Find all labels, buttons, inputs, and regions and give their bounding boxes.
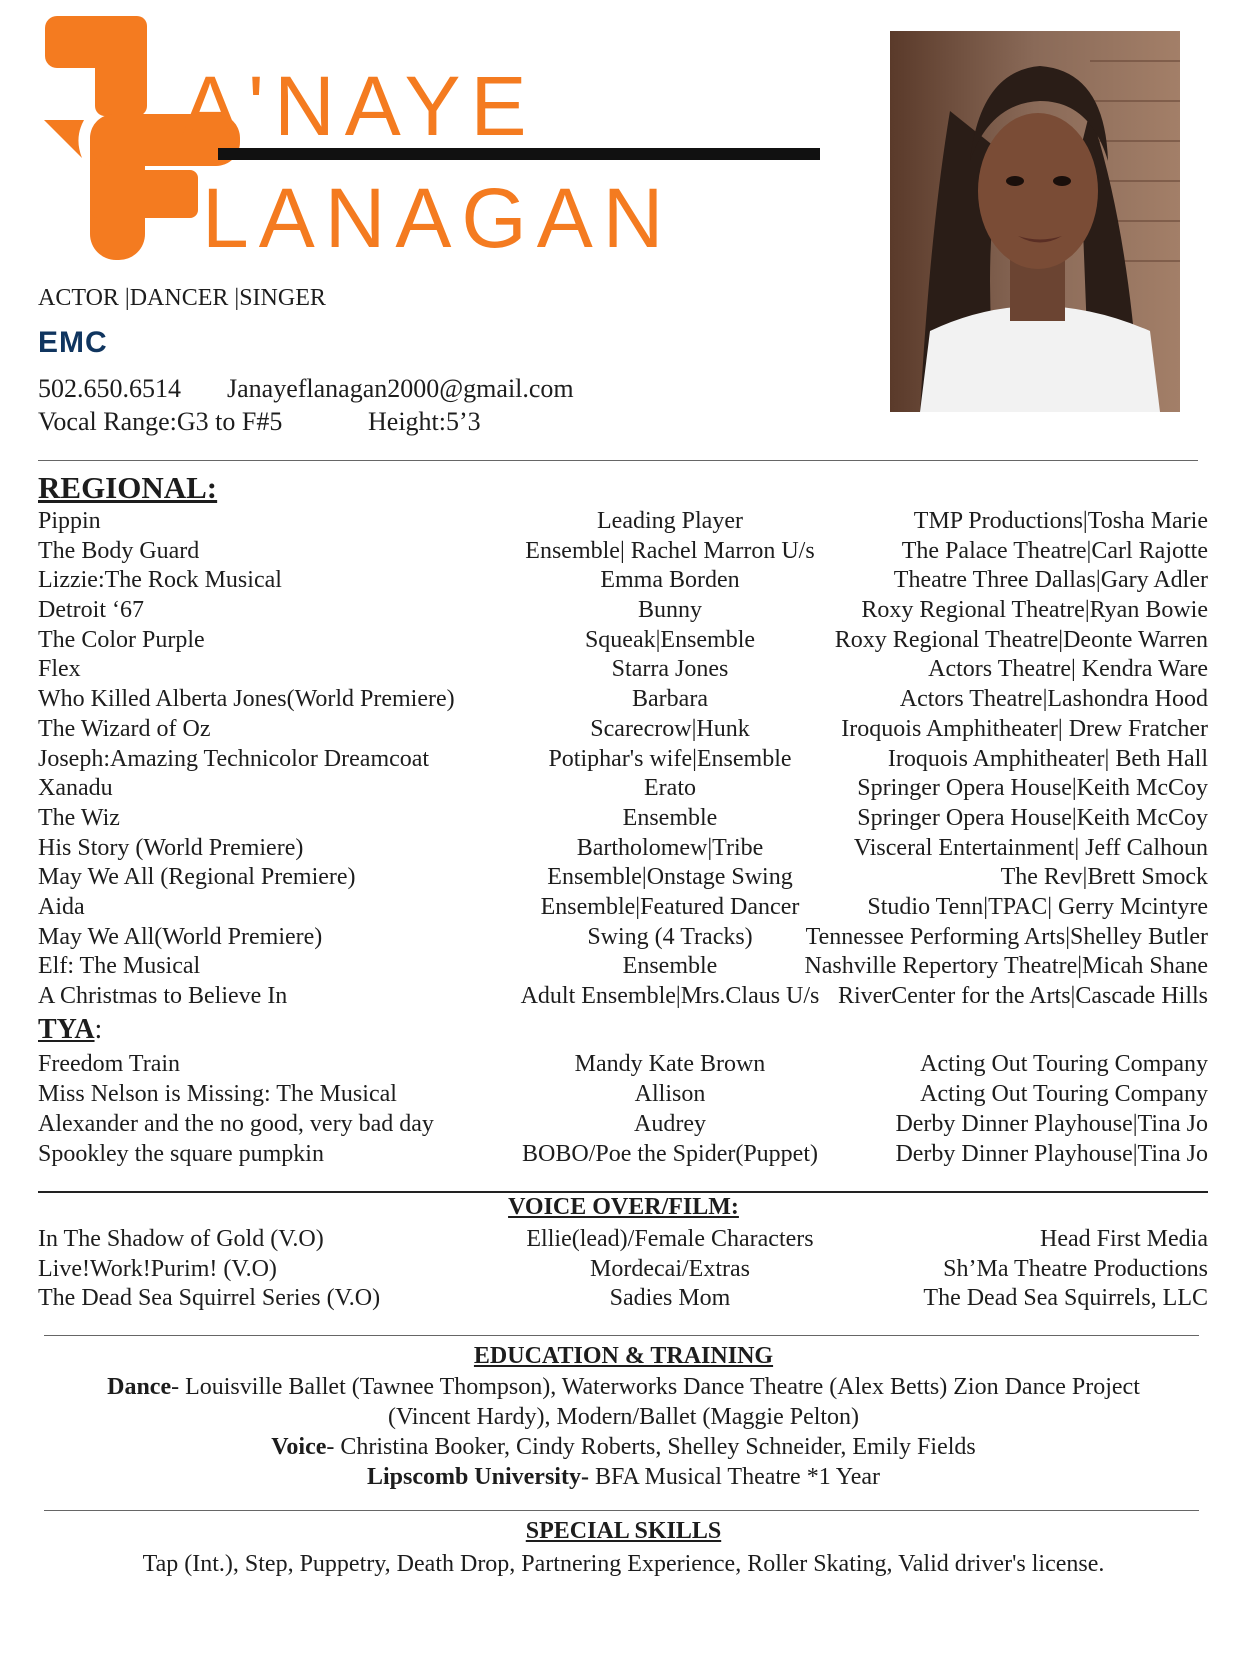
last-name: LANAGAN [202, 171, 674, 265]
credit-row [38, 1111, 1208, 1141]
company: The Dead Sea Squirrels, LLC [923, 1285, 1208, 1311]
voice-over-heading: VOICE OVER/FILM: [508, 1194, 739, 1220]
roles-line: ACTOR |DANCER |SINGER [38, 285, 326, 311]
show-title: A Christmas to Believe In [38, 983, 288, 1009]
voice-label: Voice [271, 1434, 327, 1460]
credit-row [38, 953, 1208, 983]
credit-row [38, 508, 1208, 538]
headshot-photo [890, 31, 1180, 412]
show-title: The Dead Sea Squirrel Series (V.O) [38, 1285, 381, 1311]
phone-number[interactable]: 502.650.6514 [38, 374, 181, 403]
show-title: The Wizard of Oz [38, 715, 211, 742]
role: Adult Ensemble|Mrs.Claus U/s [520, 983, 820, 1009]
show-title: Xanadu [38, 775, 113, 802]
school-text: BFA Musical Theatre *1 Year [588, 1464, 881, 1490]
divider [38, 460, 1198, 461]
divider [38, 1191, 1208, 1193]
show-title: Lizzie:The Rock Musical [38, 567, 282, 594]
credit-row [38, 894, 1208, 924]
credit-row [38, 1051, 1208, 1081]
tya-heading-wrap [38, 1014, 102, 1046]
first-name: A'NAYE [182, 59, 537, 153]
credit-row [38, 1285, 1208, 1315]
role: Emma Borden [600, 567, 740, 594]
role: Mandy Kate Brown [574, 1051, 766, 1077]
company: TMP Productions|Tosha Marie [913, 508, 1208, 534]
company: Acting Out Touring Company [920, 1051, 1208, 1077]
show-title: His Story (World Premiere) [38, 834, 304, 861]
role: Bunny [637, 597, 703, 624]
show-title: Who Killed Alberta Jones(World Premiere) [38, 686, 455, 713]
role: Swing (4 Tracks) [587, 923, 753, 950]
company: Theatre Three Dallas|Gary Adler [893, 567, 1208, 594]
company: Roxy Regional Theatre|Deonte Warren [834, 626, 1208, 653]
school-label: Lipscomb University- [366, 1464, 589, 1490]
credit-row [38, 1256, 1208, 1286]
role: Potiphar's wife|Ensemble [548, 745, 792, 772]
company: Actors Theatre| Kendra Ware [928, 656, 1208, 683]
company: The Palace Theatre|Carl Rajotte [901, 537, 1208, 564]
credit-row [38, 538, 1208, 568]
company: Sh’Ma Theatre Productions [943, 1255, 1208, 1282]
tya-credits-list [38, 1051, 1208, 1171]
company: Acting Out Touring Company [920, 1081, 1208, 1107]
company: Roxy Regional Theatre|Ryan Bowie [861, 597, 1208, 624]
show-title: Aida [38, 893, 85, 920]
divider [44, 1510, 1199, 1511]
tya-colon: : [94, 1014, 103, 1045]
show-title: The Body Guard [38, 537, 200, 564]
skills-heading: SPECIAL SKILLS [525, 1518, 722, 1544]
role: Scarecrow|Hunk [590, 715, 750, 742]
credit-row [38, 1141, 1208, 1171]
role: Bartholomew|Tribe [576, 834, 764, 861]
role: Allison [634, 1081, 706, 1107]
headshot-image-icon [890, 31, 1180, 412]
show-title: The Color Purple [38, 626, 205, 653]
credit-row [38, 627, 1208, 657]
credit-row [38, 983, 1208, 1013]
height-value: Height:5’3 [368, 407, 481, 436]
show-title: May We All (Regional Premiere) [38, 864, 356, 891]
education-dance [0, 1372, 1247, 1402]
credit-row [38, 686, 1208, 716]
skills-text: Tap (Int.), Step, Puppetry, Death Drop, Partnering Experience, Roller Skating, Valid driver's license. [142, 1551, 1105, 1577]
credit-row [38, 775, 1208, 805]
show-title: Elf: The Musical [38, 953, 201, 980]
role: Starra Jones [611, 656, 729, 683]
role: Ellie(lead)/Female Characters [526, 1226, 814, 1252]
show-title: Alexander and the no good, very bad day [38, 1111, 434, 1137]
show-title: Live!Work!Purim! (V.O) [38, 1255, 277, 1282]
voice-over-credits-list [38, 1226, 1208, 1315]
company: Nashville Repertory Theatre|Micah Shane [804, 953, 1208, 980]
education-dance-cont: (Vincent Hardy), Modern/Ballet (Maggie Pelton) [387, 1404, 860, 1430]
show-title: Spookley the square pumpkin [38, 1141, 324, 1167]
company: Visceral Entertainment| Jeff Calhoun [853, 834, 1208, 861]
credit-row [38, 864, 1208, 894]
dance-label: Dance [107, 1374, 172, 1400]
credit-row [38, 567, 1208, 597]
role: Ensemble| Rachel Marron U/s [525, 537, 815, 564]
company: Head First Media [1040, 1226, 1208, 1252]
company: Studio Tenn|TPAC| Gerry Mcintyre [867, 893, 1208, 920]
name-logo [40, 10, 840, 270]
role: BOBO/Poe the Spider(Puppet) [522, 1141, 818, 1167]
divider [44, 1335, 1199, 1336]
email-address[interactable]: Janayeflanagan2000@gmail.com [227, 374, 574, 403]
role: Ensemble [622, 804, 718, 831]
show-title: May We All(World Premiere) [38, 923, 323, 950]
credit-row [38, 656, 1208, 686]
company: Tennessee Performing Arts|Shelley Butler [805, 923, 1208, 950]
role: Sadies Mom [609, 1285, 731, 1311]
company: RiverCenter for the Arts|Cascade Hills [837, 983, 1208, 1009]
role: Erato [644, 775, 696, 802]
education-heading: EDUCATION & TRAINING [473, 1343, 774, 1369]
tya-heading: TYA [38, 1014, 95, 1045]
union-badge: EMC [38, 326, 108, 359]
company: Derby Dinner Playhouse|Tina Jo [895, 1111, 1208, 1137]
role: Leading Player [597, 508, 743, 534]
credit-row [38, 924, 1208, 954]
role: Squeak|Ensemble [584, 626, 756, 653]
show-title: In The Shadow of Gold (V.O) [38, 1226, 324, 1252]
show-title: Miss Nelson is Missing: The Musical [38, 1081, 397, 1107]
role: Ensemble [622, 953, 718, 980]
credit-row [38, 805, 1208, 835]
credit-row [38, 1226, 1208, 1256]
company: Derby Dinner Playhouse|Tina Jo [895, 1141, 1208, 1167]
education-voice [0, 1432, 1247, 1462]
show-title: Joseph:Amazing Technicolor Dreamcoat [38, 745, 430, 772]
vocal-range: Vocal Range:G3 to F#5 [38, 407, 283, 436]
company: Actors Theatre|Lashondra Hood [899, 686, 1208, 713]
role: Ensemble|Featured Dancer [540, 893, 800, 920]
show-title: Freedom Train [38, 1051, 181, 1077]
company: Iroquois Amphitheater| Beth Hall [887, 745, 1208, 772]
company: Iroquois Amphitheater| Drew Fratcher [841, 715, 1208, 742]
dance-text: - Louisville Ballet (Tawnee Thompson), Waterworks Dance Theatre (Alex Betts) Zion Dance Project [171, 1374, 1140, 1400]
show-title: Pippin [38, 508, 101, 534]
regional-heading: REGIONAL: [38, 470, 218, 505]
credit-row [38, 746, 1208, 776]
credit-row [38, 835, 1208, 865]
education-school [0, 1462, 1247, 1492]
voice-text: - Christina Booker, Cindy Roberts, Shelley Schneider, Emily Fields [326, 1434, 976, 1460]
company: Springer Opera House|Keith McCoy [857, 804, 1208, 831]
credit-row [38, 716, 1208, 746]
company: Springer Opera House|Keith McCoy [857, 775, 1208, 802]
role: Ensemble|Onstage Swing [547, 864, 793, 891]
regional-credits-list [38, 508, 1208, 1013]
role: Barbara [632, 686, 708, 713]
role: Audrey [634, 1111, 706, 1137]
show-title: The Wiz [38, 804, 120, 831]
show-title: Flex [38, 656, 81, 683]
role: Mordecai/Extras [590, 1255, 750, 1282]
company: The Rev|Brett Smock [1000, 864, 1208, 891]
credit-row [38, 1081, 1208, 1111]
credit-row [38, 597, 1208, 627]
show-title: Detroit ‘67 [38, 597, 144, 624]
